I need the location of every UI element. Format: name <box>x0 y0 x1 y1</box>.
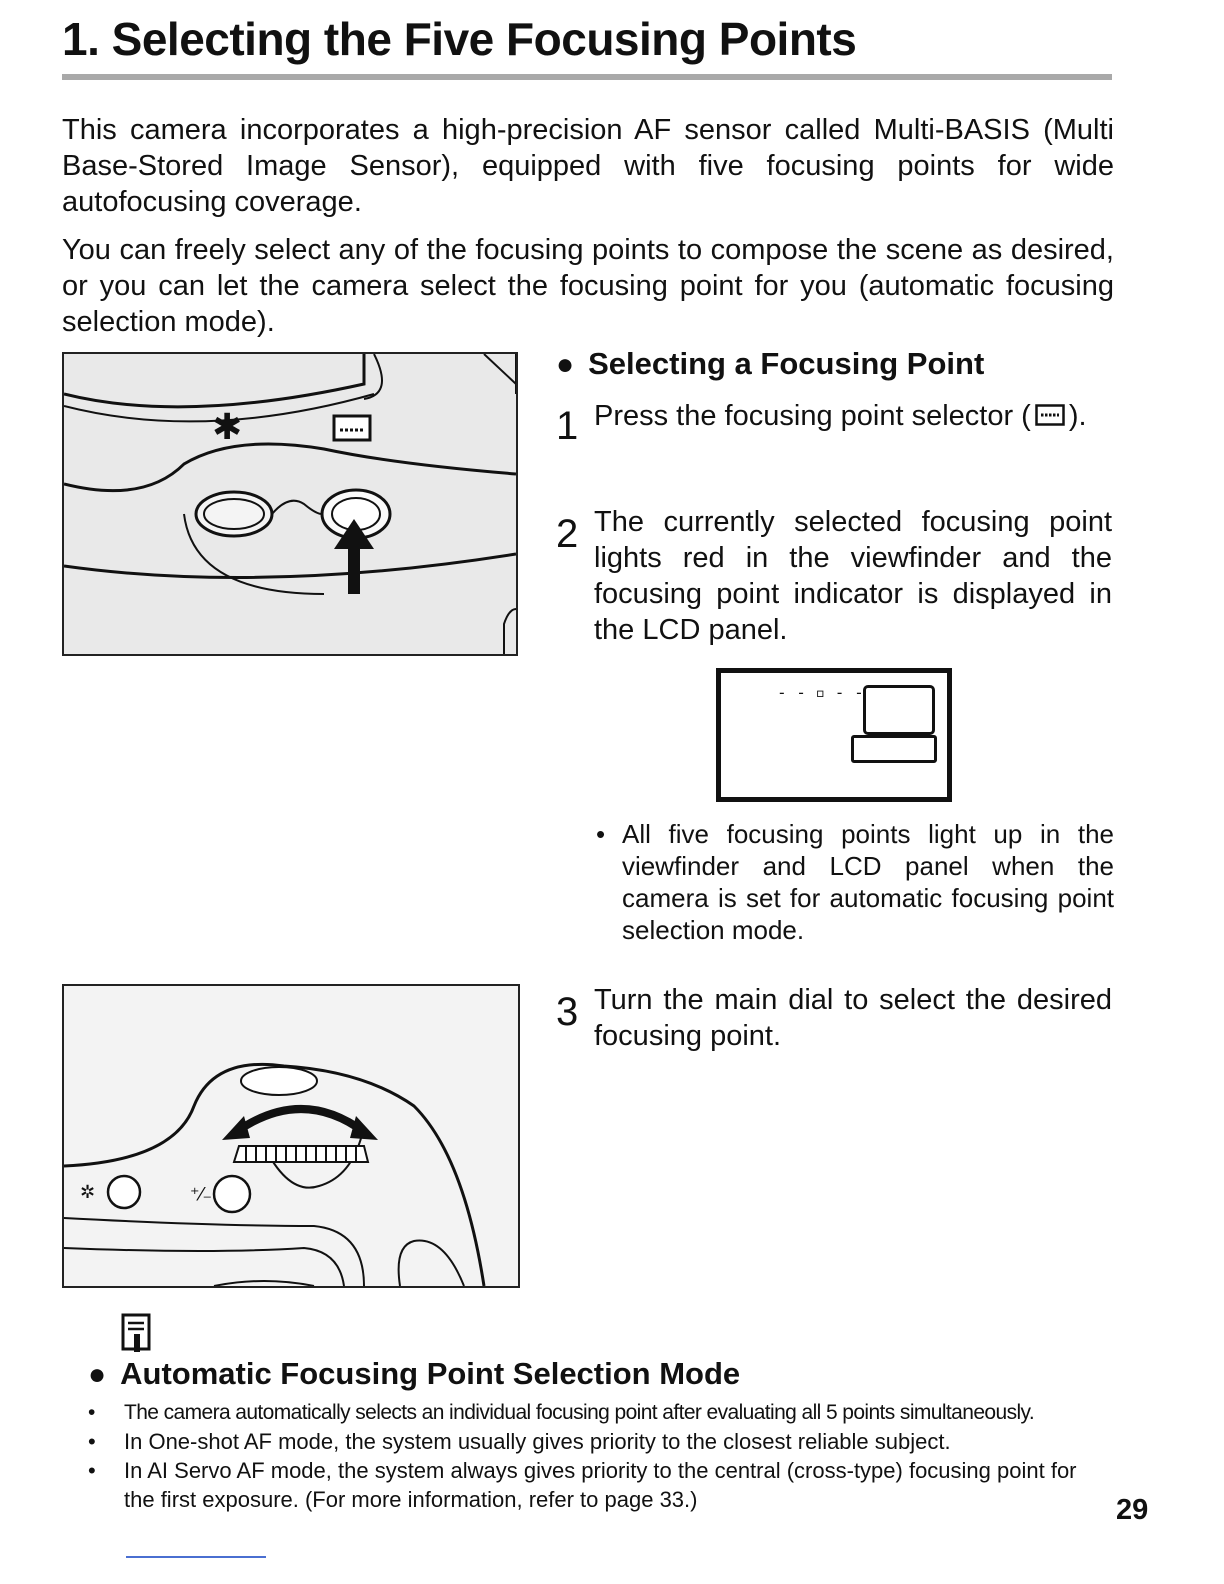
note-bullet: • <box>596 819 606 849</box>
camera-top-drawing <box>64 354 516 654</box>
step-3-number: 3 <box>556 990 579 1034</box>
step-1 <box>556 398 1114 478</box>
memo-icon <box>120 1312 154 1359</box>
lcd-panel-illustration <box>716 668 952 802</box>
step-2-number: 2 <box>556 512 579 556</box>
list-item <box>88 1456 1098 1514</box>
auto-mode-list <box>88 1398 1098 1514</box>
focusing-point-indicator: - - ▫ - - <box>777 683 864 702</box>
step-3-text: Turn the main dial to select the desired focusing point. <box>594 984 1112 1052</box>
list-item <box>88 1398 1098 1427</box>
step-3 <box>556 982 1114 1062</box>
selector-button-illustration <box>62 352 518 656</box>
section-heading-selecting <box>556 346 984 382</box>
auto-mode-item-2: In One-shot AF mode, the system usually gives priority to the closest reliable subject. <box>124 1429 951 1454</box>
step-1-text-after: ). <box>1068 400 1087 432</box>
intro-paragraph-1: This camera incorporates a high-precision AF sensor called Multi-BASIS (Multi Base-Stored Image Sensor), equipped with five focusing points for wide autofocusing coverage. <box>62 114 1114 218</box>
focusing-point-selector-icon <box>1035 399 1065 435</box>
step-1-number: 1 <box>556 404 579 448</box>
lcd-segment-bar <box>851 735 937 763</box>
title-rule <box>62 74 1112 80</box>
page-number: 29 <box>1116 1494 1149 1526</box>
auto-mode-heading-text: Automatic Focusing Point Selection Mode <box>120 1356 741 1391</box>
list-bullet: • <box>88 1429 96 1454</box>
svg-text:✲: ✲ <box>80 1182 96 1203</box>
step-2 <box>556 504 1114 654</box>
section-heading-text: Selecting a Focusing Point <box>588 346 985 381</box>
asterisk-icon: ✱ <box>212 406 243 447</box>
page-title: 1. Selecting the Five Focusing Points <box>62 13 857 65</box>
main-dial-illustration <box>62 984 520 1288</box>
step-1-text-before: Press the focusing point selector ( <box>594 400 1031 432</box>
auto-mode-item-3: In AI Servo AF mode, the system always gives priority to the central (cross-type) focusing point for the first exposure. (For more information, refer to page 33.) <box>124 1458 1077 1512</box>
list-item <box>88 1427 1098 1456</box>
step-1-text <box>594 398 1112 435</box>
lcd-segment-box <box>863 685 935 735</box>
section-bullet: ● <box>556 348 575 381</box>
list-bullet: • <box>88 1401 95 1424</box>
footer-rule <box>126 1556 266 1558</box>
auto-mode-heading <box>88 1356 740 1392</box>
auto-mode-item-1: The camera automatically selects an individual focusing point after evaluating all 5 points simultaneously. <box>124 1401 1035 1424</box>
auto-mode-bullet: ● <box>88 1358 107 1391</box>
list-bullet: • <box>88 1458 96 1483</box>
intro-paragraph-2: You can freely select any of the focusing points to compose the scene as desired, or you can let the camera select the focusing point for you (automatic focusing selection mode). <box>62 234 1114 338</box>
svg-text:⁺⁄₋: ⁺⁄₋ <box>190 1184 213 1205</box>
step-2-text: The currently selected focusing point lights red in the viewfinder and the focusing point indicator is displayed in the LCD panel. <box>594 506 1112 646</box>
camera-grip-drawing <box>64 986 518 1286</box>
note-text: All five focusing points light up in the viewfinder and LCD panel when the camera is set for automatic focusing point selection mode. <box>622 819 1114 945</box>
